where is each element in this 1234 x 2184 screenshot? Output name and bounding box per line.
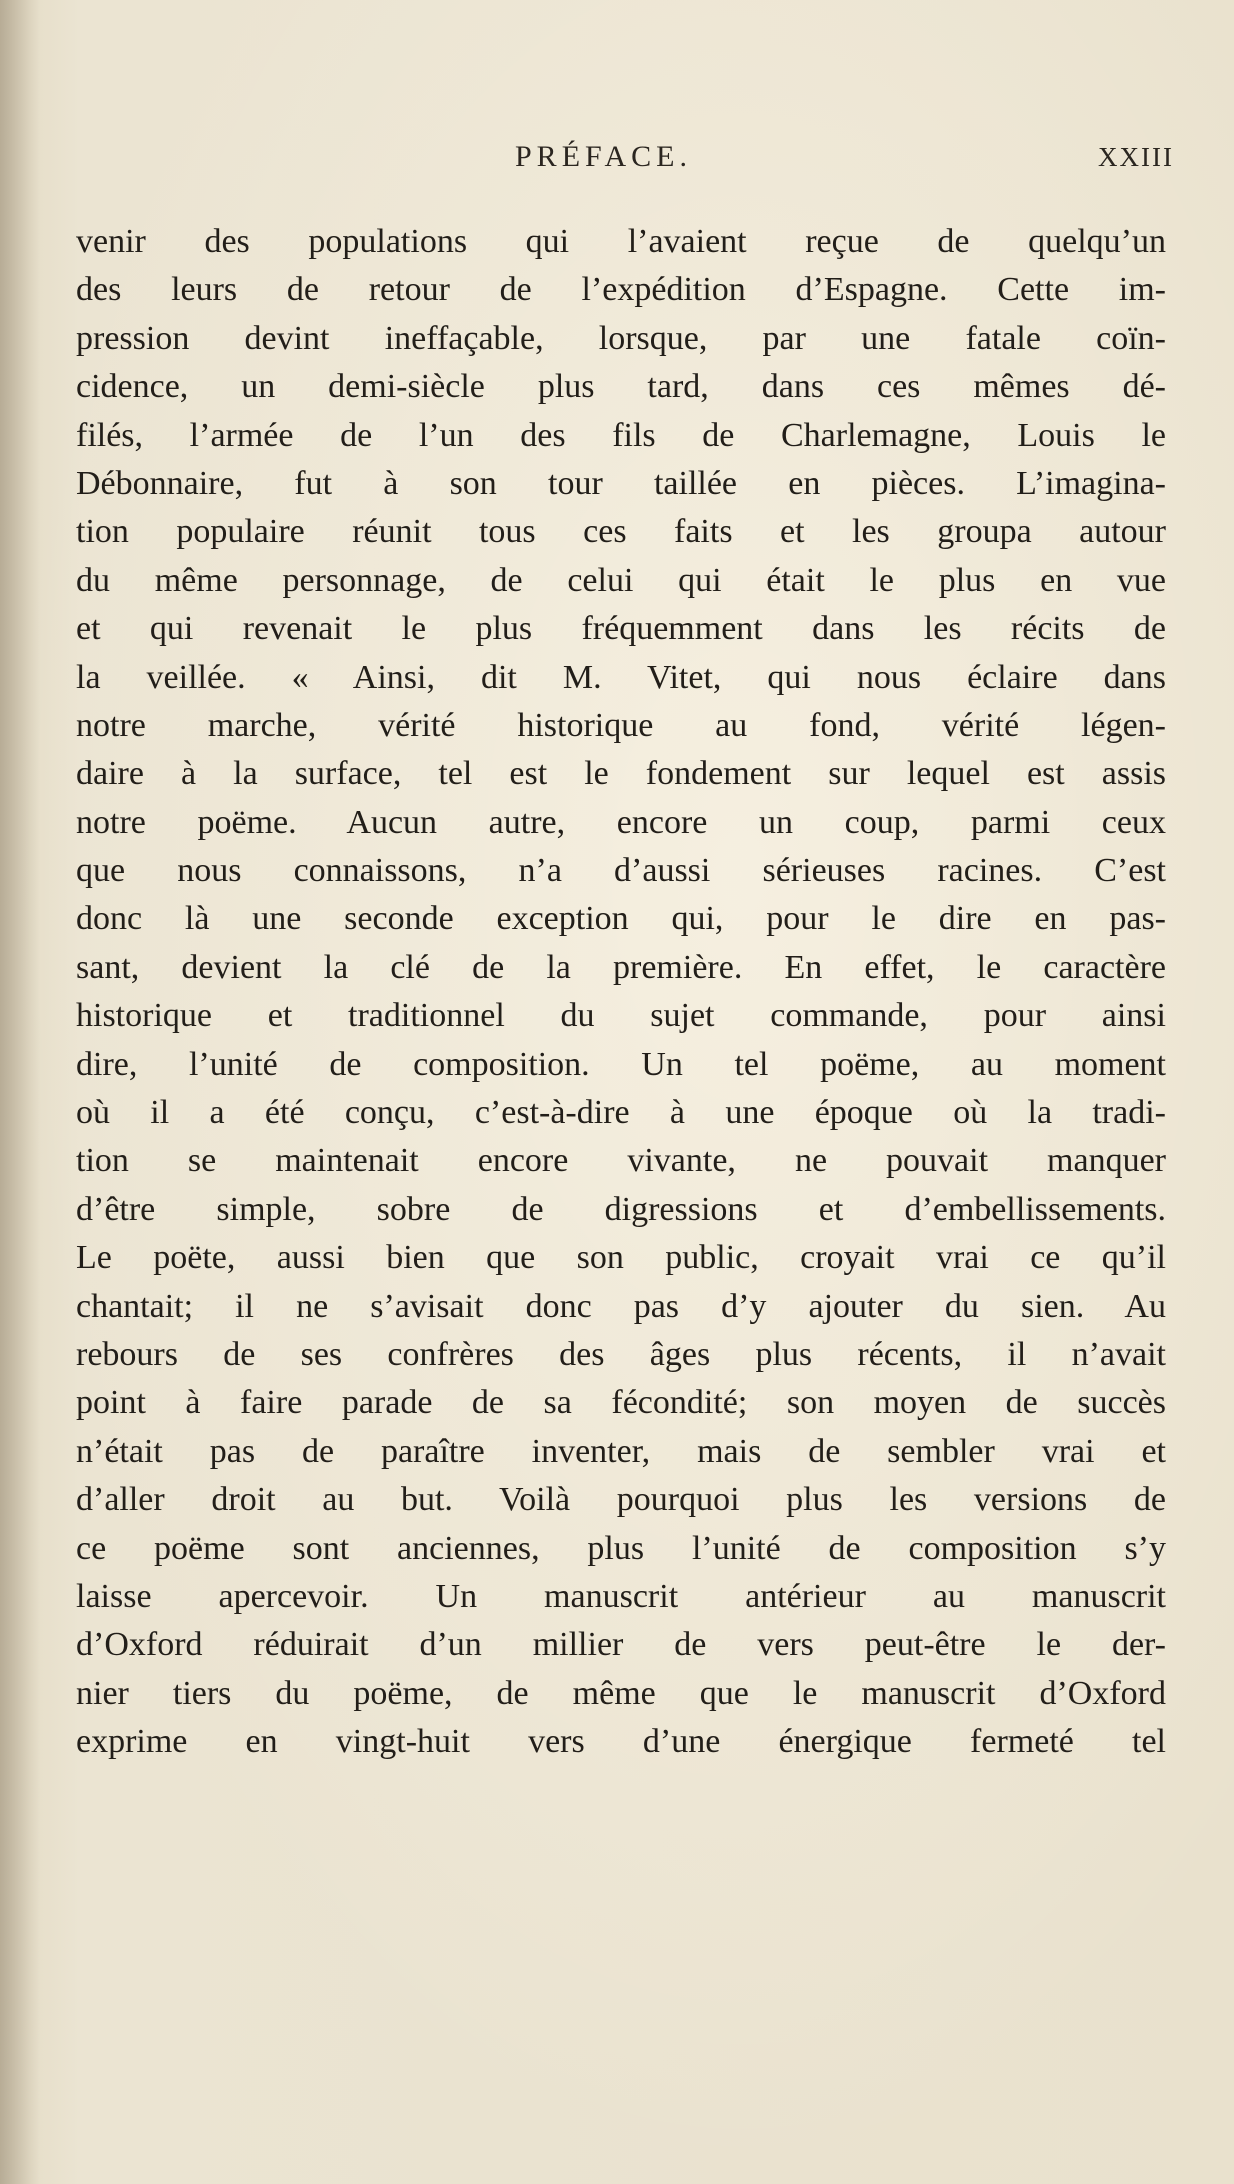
text-line: daire à la surface, tel est le fondement sur lequel est assis	[76, 755, 1166, 793]
text-line: dire, l’unité de composition. Un tel poëme, au moment	[76, 1045, 1166, 1083]
text-line: notre marche, vérité historique au fond, vérité légen-	[76, 706, 1166, 744]
text-line: que nous connaissons, n’a d’aussi sérieuses racines. C’est	[76, 852, 1166, 890]
text-line: historique et traditionnel du sujet commande, pour ainsi	[76, 997, 1166, 1035]
page-number: XXIII	[1098, 142, 1174, 172]
text-line: ce poëme sont anciennes, plus l’unité de composition s’y	[76, 1529, 1166, 1567]
text-line: filés, l’armée de l’un des fils de Charlemagne, Louis le	[76, 416, 1166, 454]
running-head	[0, 140, 1234, 190]
text-line: d’aller droit au but. Voilà pourquoi plus les versions de	[76, 1481, 1166, 1519]
text-line: d’être simple, sobre de digressions et d’embellissements.	[76, 1190, 1166, 1228]
text-line: sant, devient la clé de la première. En effet, le caractère	[76, 948, 1166, 986]
text-line: et qui revenait le plus fréquemment dans les récits de	[76, 610, 1166, 648]
text-line: tion se maintenait encore vivante, ne pouvait manquer	[76, 1142, 1166, 1180]
text-line: des leurs de retour de l’expédition d’Espagne. Cette im-	[76, 271, 1166, 309]
text-line: chantait; il ne s’avisait donc pas d’y ajouter du sien. Au	[76, 1287, 1166, 1325]
text-line: pression devint ineffaçable, lorsque, par une fatale coïn-	[76, 319, 1166, 357]
text-line: Le poëte, aussi bien que son public, croyait vrai ce qu’il	[76, 1239, 1166, 1277]
body-text	[76, 218, 1166, 1767]
text-line: tion populaire réunit tous ces faits et les groupa autour	[76, 513, 1166, 551]
text-line: nier tiers du poëme, de même que le manuscrit d’Oxford	[76, 1674, 1166, 1712]
text-line: d’Oxford réduirait d’un millier de vers peut-être le der-	[76, 1626, 1166, 1664]
text-line: Débonnaire, fut à son tour taillée en pièces. L’imagina-	[76, 464, 1166, 502]
text-line: venir des populations qui l’avaient reçue de quelqu’un	[76, 223, 1166, 260]
text-line: laisse apercevoir. Un manuscrit antérieur au manuscrit	[76, 1577, 1166, 1615]
text-line: du même personnage, de celui qui était le plus en vue	[76, 561, 1166, 599]
text-line: où il a été conçu, c’est-à-dire à une époque où la tradi-	[76, 1094, 1166, 1132]
binding-gutter-shadow	[0, 0, 40, 2184]
text-line: n’était pas de paraître inventer, mais de sembler vrai et	[76, 1432, 1166, 1470]
text-line: notre poëme. Aucun autre, encore un coup, parmi ceux	[76, 803, 1166, 841]
text-line: rebours de ses confrères des âges plus récents, il n’avait	[76, 1335, 1166, 1373]
text-line: exprime en vingt-huit vers d’une énergique fermeté tel	[76, 1723, 1166, 1761]
text-line: la veillée. « Ainsi, dit M. Vitet, qui nous éclaire dans	[76, 658, 1166, 696]
text-line: cidence, un demi-siècle plus tard, dans ces mêmes dé-	[76, 368, 1166, 406]
text-line: donc là une seconde exception qui, pour le dire en pas-	[76, 900, 1166, 938]
running-head-title: PRÉFACE.	[515, 140, 692, 173]
text-line: point à faire parade de sa fécondité; son moyen de succès	[76, 1384, 1166, 1422]
